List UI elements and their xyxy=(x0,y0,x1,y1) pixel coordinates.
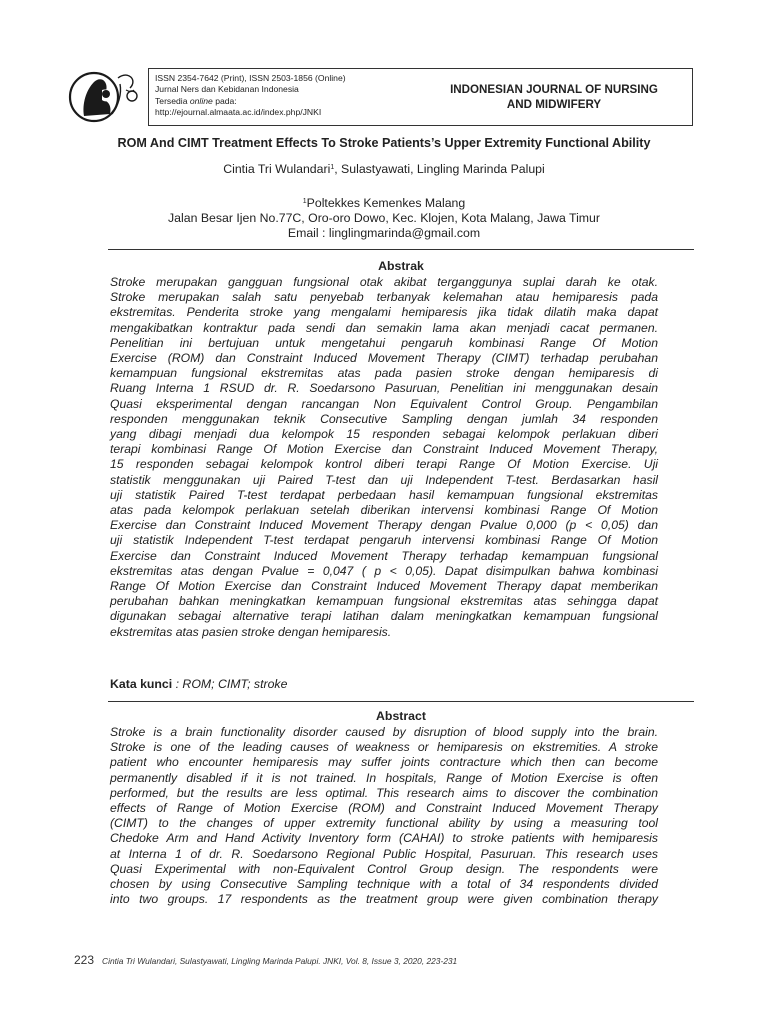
abstract-heading: Abstract xyxy=(376,709,426,723)
available-online: Tersedia online pada: xyxy=(155,95,237,106)
paragraph-line: Ruang Interna 1 RSUD dr. R. Soedarsono Pasuruan, Penelitian ini menggunakan desain xyxy=(110,381,658,396)
paragraph-line: Quasi Experimental with non-Equivalent Control Group design. The respondents were xyxy=(110,861,658,876)
paragraph-line: (CIMT) to the changes of upper extremity functional ability by using a measuring tool xyxy=(110,816,658,831)
paragraph-line: yang dibagi menjadi dua kelompok 15 responden sebagai kelompok perlakuan diberi xyxy=(110,427,658,442)
journal-info xyxy=(155,73,425,119)
paragraph-line: atas pada kelompok perlakuan setelah diberikan intervensi kombinasi Range Of Motion xyxy=(110,503,658,518)
paragraph-line: Chedoke Arm and Hand Activity Inventory form (CAHAI) to stroke patients with hemiparesis xyxy=(110,831,658,846)
divider xyxy=(108,249,694,250)
abstrak-body xyxy=(110,275,658,640)
paragraph-line: Stroke merupakan salah satu penyebab terbanyak kelemahan atau hemiparesis pada xyxy=(110,290,658,305)
divider xyxy=(108,701,694,702)
issn: ISSN 2354-7642 (Print), ISSN 2503-1856 (Online) xyxy=(155,73,346,83)
paragraph-line: Exercise dan Constraint Induced Movement Therapy dengan Pvalue 0,000 (p < 0,05) dan xyxy=(110,518,658,533)
affiliation-block xyxy=(40,194,728,241)
journal-logo-icon xyxy=(68,66,146,128)
article-title: ROM And CIMT Treatment Effects To Stroke Patients’s Upper Extremity Functional Ability xyxy=(117,136,651,150)
affiliation: $^1$Poltekkes Kemenkes Malang xyxy=(302,196,466,210)
paragraph-line: Exercise dan Constraint Induced Movement Therapy terhadap kemampuan fungsional xyxy=(110,548,658,563)
paragraph-line: digunakan sebagai alternative terapi latihan dalam meningkatkan kemampuan fungsional xyxy=(110,609,658,624)
paragraph-line: responden menggunakan teknik Consecutive Sampling dengan jumlah 34 responden xyxy=(110,411,658,426)
citation: Cintia Tri Wulandari, Sulastyawati, Lingling Marinda Palupi. JNKI, Vol. 8, Issue 3, 2020, 223-231 xyxy=(102,956,458,966)
paragraph-line: statistik menggunakan uji Paired T-test dan uji Independent T-test. Berdasarkan hasil xyxy=(110,472,658,487)
paragraph-line: patient who encounter hemiparesis may suffer joints contracture which then can become xyxy=(110,755,658,770)
paragraph-line: Range Of Motion Exercise dan Constraint Induced Movement Therapy dapat memberikan xyxy=(110,579,658,594)
paragraph-line: ekstremitas. Penderita stroke yang mengalami hemiparesis jika tidak dilatih maka dapat xyxy=(110,305,658,320)
paragraph-line: ekstremitas atas pasien stroke dengan hemiparesis. xyxy=(110,624,392,639)
abstrak-heading: Abstrak xyxy=(378,259,424,273)
paragraph-line: into two groups. 17 respondents as the treatment group were given combination therapy xyxy=(110,892,658,907)
paragraph-line: Stroke is a brain functionality disorder caused by disruption of blood supply into the brain. xyxy=(110,725,658,739)
paragraph-line: mengakibatkan kontraktur pada sendi dan semakin lama akan menjadi cacat permanen. xyxy=(110,320,658,335)
paragraph-line: Stroke is one of the leading causes of weakness or hemiparesis on ekstremities. A stroke xyxy=(110,740,658,755)
journal-header xyxy=(148,68,693,126)
address: Jalan Besar Ijen No.77C, Oro-oro Dowo, Kec. Klojen, Kota Malang, Jawa Timur xyxy=(168,211,600,225)
paragraph-line: effects of Range of Motion Exercise (ROM) and Constraint Induced Movement Therapy xyxy=(110,801,658,816)
abstract-body xyxy=(110,725,658,907)
page-number: 223 xyxy=(74,953,95,967)
paragraph-line: Exercise (ROM) dan Constraint Induced Movement Therapy (CIMT) terhadap perubahan xyxy=(110,351,658,366)
paragraph-line: perubahan bahkan meningkatkan kemampuan fungsional ekstremitas atas sehingga dapat xyxy=(110,594,658,609)
keywords: Kata kunci : ROM; CIMT; stroke xyxy=(110,677,288,691)
page-footer xyxy=(74,951,457,969)
paragraph-line: uji statistik Independent T-test terdapat pengaruh intervensi kombinasi Range Of Motion xyxy=(110,533,658,548)
paragraph-line: chosen by using Consecutive Sampling technique with a total of 34 respondents divided xyxy=(110,877,658,892)
email: Email : linglingmarinda@gmail.com xyxy=(287,226,481,240)
authors: Cintia Tri Wulandari$^1$, Sulastyawati, Lingling Marinda Palupi xyxy=(223,162,545,176)
journal-url[interactable]: http://ejournal.almaata.ac.id/index.php/JNKI xyxy=(155,107,322,118)
paragraph-line: uji statistik Paired T-test terdapat perbedaan hasil kemampuan fungsional ekstremitas xyxy=(110,487,658,502)
paragraph-line: ekstremitas atas dengan Pvalue = 0,047 ( p < 0,05). Dapat disimpulkan bahwa kombinasi xyxy=(110,563,658,578)
paragraph-line: terapi kombinasi Range Of Motion Exercise dan Constraint Induced Movement Therapy, xyxy=(110,442,658,457)
paragraph-line: Quasi eksperimental dengan rancangan Non Equivalent Control Group. Pengambilan xyxy=(110,396,658,411)
paragraph-line: performed, but the results are less optimal. This research aims to discover the combination xyxy=(110,785,658,800)
paragraph-line: Penelitian ini bertujuan untuk mengetahui pengaruh kombinasi Range Of Motion xyxy=(110,335,658,350)
journal-local-name: Jurnal Ners dan Kebidanan Indonesia xyxy=(155,84,299,95)
paragraph-line: kemampuan fungsional ekstremitas atas pada pasien stroke dengan hemiparesis di xyxy=(110,366,658,381)
journal-title: INDONESIAN JOURNAL OF NURSING AND MIDWIFERY xyxy=(450,83,658,111)
paragraph-line: permanently disabled if it is not trained. In hospitals, Range of Motion Exercise is often xyxy=(110,770,658,785)
paragraph-line: 15 responden sebagai kelompok kontrol diberi terapi Range Of Motion Exercise. Uji xyxy=(110,457,658,472)
paragraph-line: Stroke merupakan gangguan fungsional otak akibat terganggunya suplai darah ke otak. xyxy=(110,275,658,289)
paragraph-line: at Interna 1 of dr. R. Soedarsono Regional Public Hospital, Pasuruan. This research uses xyxy=(110,846,658,861)
